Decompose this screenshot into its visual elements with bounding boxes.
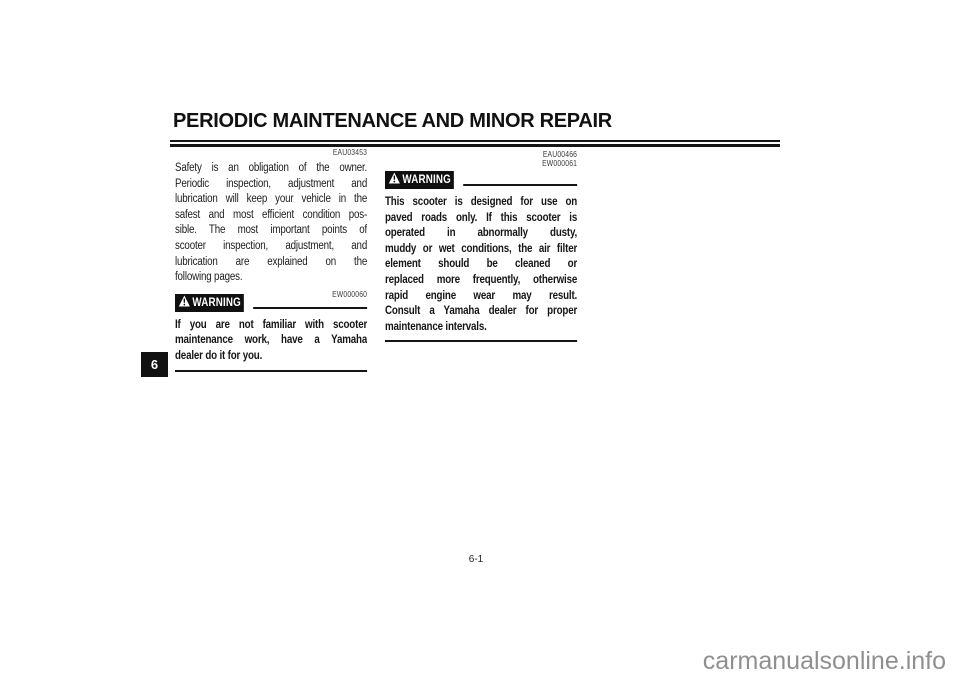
text-line: lubrication are explained on the [175,255,368,268]
text-line: lubrication will keep your vehicle in the [175,193,368,206]
left-column [175,148,367,372]
text-line: dealer do it for you. [175,349,263,362]
text-line: element should be cleaned or [385,258,578,271]
text-line: operated in abnormally dusty, [385,227,578,240]
text-line: maintenance intervals. [385,320,487,333]
section-ref-code: EAU00466 [542,150,578,159]
section-ref-code: EAU03453 [332,148,368,157]
text-line: rapid engine wear may result. [385,289,578,302]
chapter-tab: 6 [141,352,168,377]
warning-ref-code: EW000060 [332,289,368,299]
text-line: Safety is an obligation of the owner. [175,162,368,174]
warning-label [175,294,244,312]
right-column [385,148,577,342]
warning-paragraph [385,195,577,335]
warning-triangle-icon [388,171,400,189]
text-line: following pages. [175,271,243,284]
text-line: muddy or wet conditions, the air filter [385,242,578,255]
text-line: Periodic inspection, adjustment and [175,177,368,190]
warning-triangle-icon [178,294,190,312]
warning-ref-code: EW000061 [542,159,578,168]
text-line: scooter inspection, adjustment, and [175,239,368,252]
warning-label-text: WARNING [402,174,451,186]
warning-paragraph [175,318,367,365]
text-line: If you are not familiar with scooter [175,318,368,331]
page-title: PERIODIC MAINTENANCE AND MINOR REPAIR [173,110,612,132]
text-line: replaced more frequently, otherwise [385,273,578,286]
warning-header [385,171,577,190]
text-line: paved roads only. If this scooter is [385,211,578,224]
warning-label-text: WARNING [192,296,241,309]
title-double-rule [170,140,780,147]
warning-header [175,289,368,313]
watermark: carmanualsonline.info [702,647,946,675]
intro-paragraph [175,161,367,286]
warning-closing-rule [175,370,367,372]
page-number: 6-1 [468,554,484,565]
text-line: sible. The most important points of [175,224,368,237]
warning-rule [463,184,577,186]
section-ref-codes [385,148,577,168]
warning-rule [253,307,367,309]
text-line: Consult a Yamaha dealer for proper [385,305,578,318]
text-line: maintenance work, have a Yamaha [175,334,368,347]
text-line: This scooter is designed for use on [385,196,578,208]
warning-closing-rule [385,340,577,342]
text-line: safest and most efficient condition pos- [175,208,368,221]
warning-label [385,171,454,189]
